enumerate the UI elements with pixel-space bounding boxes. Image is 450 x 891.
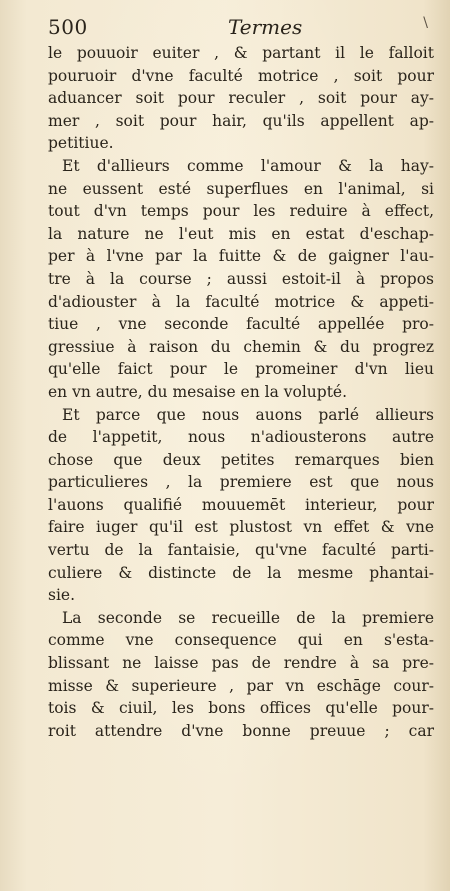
- text-line: culiere & distincte de la mesme phantai-: [48, 563, 434, 582]
- text-line: l'auons qualifié mouuemēt interieur, pour: [48, 495, 434, 514]
- page-header: [48, 15, 434, 39]
- text-line: en vn autre, du mesaise en la volupté.: [48, 382, 348, 401]
- text-line: Et d'allieurs comme l'amour & la hay-: [62, 156, 434, 175]
- text-line: roit attendre d'vne bonne preuue ; car: [48, 721, 434, 740]
- text-line: La seconde se recueille de la premiere: [62, 608, 434, 627]
- text-line: misse & superieure , par vn eschāge cour-: [48, 676, 434, 695]
- text-line: per à l'vne par la fuitte & de gaigner l'au-: [48, 247, 434, 266]
- corner-mark: \: [423, 15, 428, 31]
- text-line: comme vne consequence qui en s'esta-: [48, 631, 434, 650]
- text-line: qu'elle faict pour le promeiner d'vn lieu: [48, 360, 434, 379]
- text-line: tois & ciuil, les bons offices qu'elle pour-: [48, 699, 434, 718]
- text-line: tre à la course ; aussi estoit-il à propos: [48, 269, 434, 288]
- text-line: particulieres , la premiere est que nous: [48, 473, 434, 492]
- text-line: tout d'vn temps pour les reduire à effect,: [48, 202, 434, 221]
- text-line: pouruoir d'vne faculté motrice , soit pour: [48, 66, 434, 85]
- text-line: blissant ne laisse pas de rendre à sa pre-: [48, 654, 434, 673]
- text-line: le pouuoir euiter , & partant il le falloit: [48, 44, 434, 62]
- text-line: de l'appetit, nous n'adiousterons autre: [48, 428, 434, 447]
- text-line: d'adiouster à la faculté motrice & appeti-: [48, 292, 434, 311]
- text-line: aduancer soit pour reculer , soit pour ay-: [48, 89, 434, 108]
- text-line: vertu de la fantaisie, qu'vne faculté parti-: [48, 541, 434, 560]
- running-title: Termes: [228, 15, 303, 39]
- text-line: faire iuger qu'il est plustost vn effet & vne: [48, 518, 434, 537]
- text-line: tiue , vne seconde faculté appellée pro-: [48, 315, 434, 334]
- text-line: petitiue.: [48, 134, 114, 153]
- text-line: sie.: [48, 586, 76, 605]
- text-line: gressiue à raison du chemin & du progrez: [48, 337, 434, 356]
- body-text: [48, 42, 434, 742]
- text-line: chose que deux petites remarques bien: [48, 450, 434, 469]
- page-number: 500: [48, 15, 88, 39]
- text-line: la nature ne l'eut mis en estat d'eschap-: [48, 224, 434, 243]
- text-line: mer , soit pour hair, qu'ils appellent ap-: [48, 111, 434, 130]
- text-line: ne eussent esté superflues en l'animal, si: [48, 179, 434, 198]
- text-line: Et parce que nous auons parlé allieurs: [62, 405, 434, 424]
